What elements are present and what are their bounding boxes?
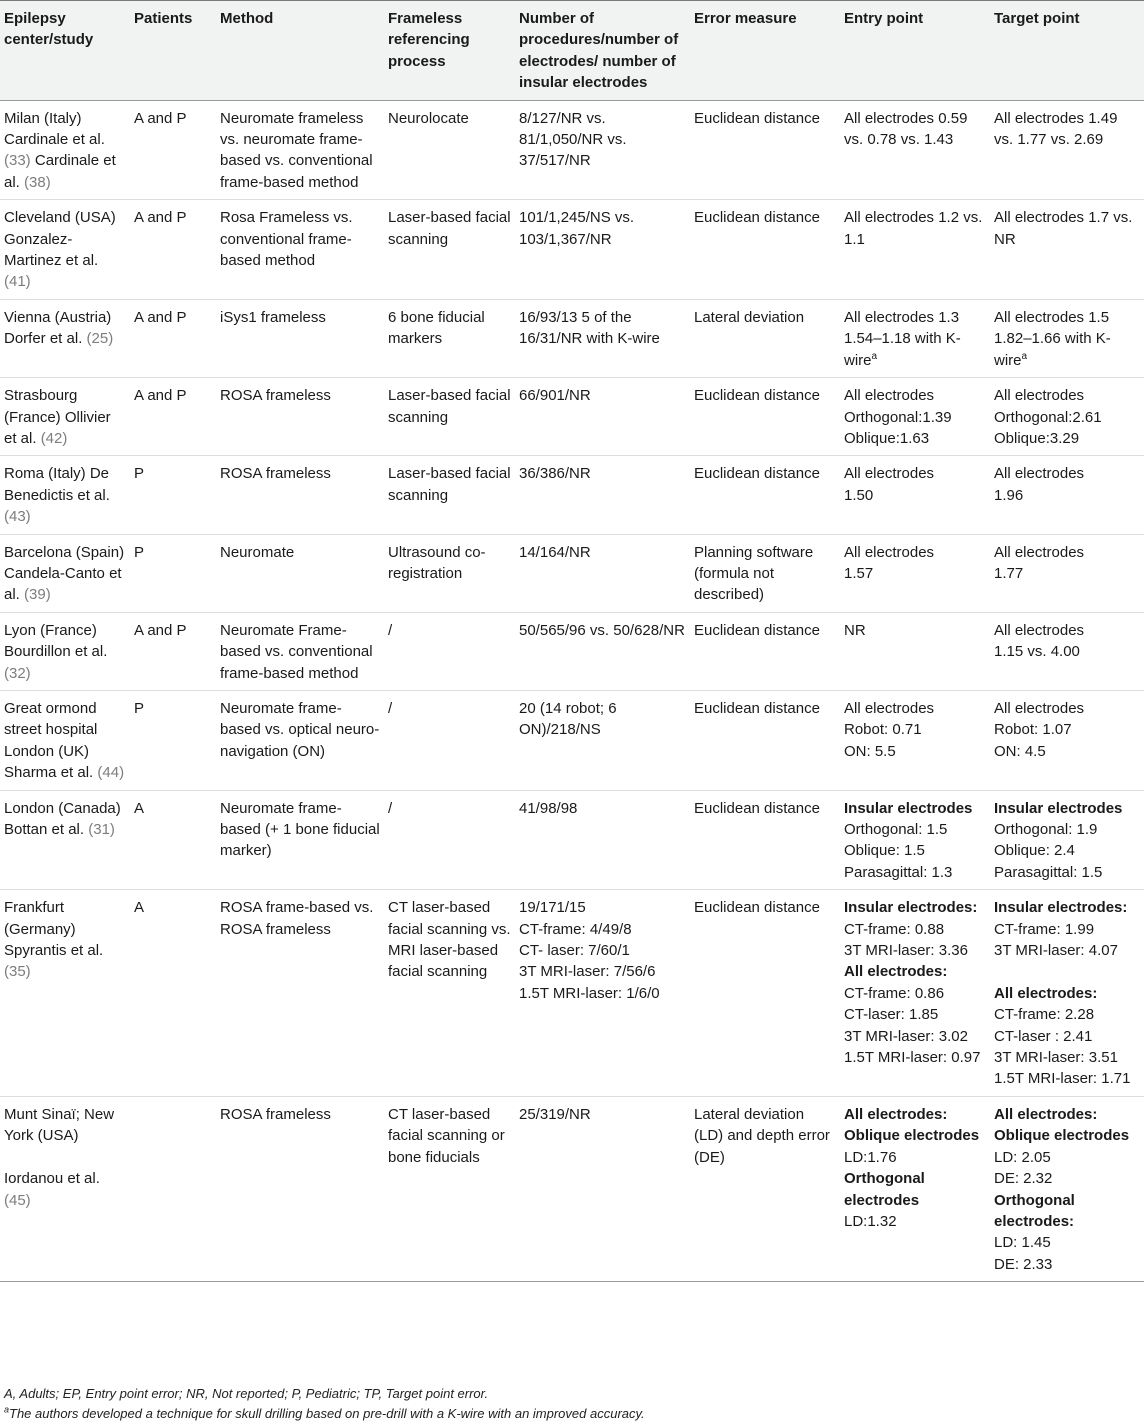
- cell-target-point-text: 1.15 vs. 4.00: [994, 643, 1080, 661]
- cell-procedures-line: 20 (14 robot; 6 ON)/218/NS: [519, 699, 617, 739]
- cell-error-measure: Euclidean distance: [694, 465, 820, 483]
- cell-target-point-text: 3T MRI-laser: 4.07: [994, 942, 1118, 960]
- cell-procedures-line: 50/565/96 vs. 50/628/NR: [519, 621, 685, 639]
- header-target-point: Target point: [994, 10, 1080, 27]
- cell-referencing: Laser-based facial scanning: [388, 465, 511, 504]
- cell-procedures-line: 14/164/NR: [519, 543, 591, 561]
- cell-target-point-text: Orthogonal:2.61: [994, 408, 1102, 426]
- cell-procedures: [515, 299, 690, 377]
- cell-entry-point-text: All electrodes: [844, 387, 935, 405]
- cell-procedures-line: 25/319/NR: [519, 1105, 591, 1123]
- cell-entry-point-text: LD:1.32: [844, 1212, 897, 1230]
- cell-error-measure: Lateral deviation: [694, 308, 805, 326]
- cell-patients: A and P: [134, 109, 187, 127]
- cell-procedures: [515, 690, 690, 790]
- footnote-mark: a: [871, 350, 878, 362]
- cell-target-point-heading: Insular electrodes:: [994, 899, 1128, 917]
- cell-entry-point-text: Oblique:1.63: [844, 429, 930, 447]
- cell-center-study: [0, 790, 130, 890]
- cell-center-study: [0, 1096, 130, 1281]
- cell-entry-point-text: All electrodes: [844, 543, 935, 561]
- cell-entry-point: [840, 690, 990, 790]
- cell-patients: P: [134, 543, 145, 561]
- cell-patients: A and P: [134, 308, 187, 326]
- cell-procedures: [515, 890, 690, 1097]
- cell-target-point-text: Oblique: 2.4: [994, 842, 1075, 860]
- cell-entry-point-text: 1.50: [844, 486, 874, 504]
- cell-target-point-text: All electrodes: [994, 387, 1085, 405]
- cell-entry-point-text: All electrodes: [844, 699, 935, 717]
- cell-entry-point-text: ON: 5.5: [844, 742, 896, 760]
- cell-procedures-line: CT- laser: 7/60/1: [519, 942, 630, 960]
- table-row: [0, 200, 1144, 300]
- cell-procedures: [515, 534, 690, 612]
- table-body: [0, 100, 1144, 1282]
- cell-center-study: [0, 200, 130, 300]
- cell-target-point-text: CT-frame: 2.28: [994, 1006, 1095, 1024]
- reference-link[interactable]: (42): [40, 429, 68, 447]
- cell-target-point: [990, 890, 1144, 1097]
- cell-error-measure: Euclidean distance: [694, 387, 820, 405]
- cell-error-measure: Euclidean distance: [694, 621, 820, 639]
- cell-center-study-text: Great ormond street hospital London (UK) Sharma et al.: [4, 699, 98, 782]
- cell-referencing: CT laser-based facial scanning or bone fiducials: [388, 1105, 505, 1166]
- cell-target-point-text: All electrodes 1.49 vs. 1.77 vs. 2.69: [994, 109, 1118, 149]
- cell-center-study: [0, 890, 130, 1097]
- cell-entry-point-text: All electrodes 1.3 1.54–1.18 with K-wire: [844, 308, 961, 369]
- cell-target-point-text: All electrodes: [994, 621, 1085, 639]
- cell-center-study: [0, 456, 130, 534]
- cell-entry-point-text: 3T MRI-laser: 3.02: [844, 1027, 968, 1045]
- cell-entry-point-text: All electrodes 1.2 vs. 1.1: [844, 209, 983, 248]
- cell-method: ROSA frameless: [220, 387, 331, 405]
- cell-center-study-text: Barcelona (Spain) Candela-Canto et al.: [4, 543, 125, 604]
- cell-error-measure: Lateral deviation (LD) and depth error (DE): [694, 1105, 830, 1166]
- cell-error-measure: Planning software (formula not described): [694, 543, 814, 604]
- cell-patients: A: [134, 799, 145, 817]
- cell-referencing: CT laser-based facial scanning vs. MRI laser-based facial scanning: [388, 899, 511, 981]
- cell-procedures: [515, 456, 690, 534]
- reference-link[interactable]: (39): [24, 586, 51, 604]
- footnote-a-text: The authors developed a technique for skull drilling based on pre-drill with a K-wire with an improved accuracy.: [9, 1406, 645, 1421]
- cell-referencing: /: [388, 699, 393, 717]
- cell-target-point: [990, 790, 1144, 890]
- cell-target-point: [990, 612, 1144, 690]
- cell-entry-point-text: 1.57: [844, 564, 874, 582]
- cell-error-measure: Euclidean distance: [694, 799, 820, 817]
- cell-method: ROSA frame-based vs. ROSA frameless: [220, 899, 374, 938]
- cell-target-point-text: 1.5T MRI-laser: 1.71: [994, 1070, 1131, 1088]
- cell-referencing: Neurolocate: [388, 109, 469, 127]
- reference-link[interactable]: (35): [4, 963, 31, 981]
- cell-method: Rosa Frameless vs. conventional frame-based method: [220, 209, 353, 270]
- cell-target-point-text: DE: 2.32: [994, 1170, 1053, 1188]
- cell-entry-point: [840, 890, 990, 1097]
- cell-patients: A: [134, 899, 145, 917]
- cell-procedures: [515, 612, 690, 690]
- table-row: [0, 890, 1144, 1097]
- reference-link[interactable]: (32): [4, 664, 31, 682]
- cell-procedures-line: 36/386/NR: [519, 465, 591, 483]
- cell-center-study-text: London (Canada) Bottan et al.: [4, 799, 121, 838]
- cell-method: Neuromate frame-based vs. optical neuro-navigation (ON): [220, 699, 380, 760]
- cell-target-point-text: Robot: 1.07: [994, 721, 1072, 739]
- cell-entry-point: [840, 790, 990, 890]
- cell-entry-point-text: CT-frame: 0.86: [844, 984, 945, 1002]
- cell-referencing: Laser-based facial scanning: [388, 387, 511, 426]
- cell-target-point-heading: Insular electrodes: [994, 799, 1123, 817]
- cell-center-study-text: Roma (Italy) De Benedictis et al.: [4, 465, 110, 504]
- cell-target-point-text: Parasagittal: 1.5: [994, 863, 1103, 881]
- cell-method: iSys1 frameless: [220, 308, 326, 326]
- cell-method: Neuromate: [220, 543, 295, 561]
- table-header-row: [0, 1, 1144, 101]
- footnote-a: [4, 1404, 1140, 1424]
- cell-referencing: Laser-based facial scanning: [388, 209, 511, 248]
- cell-entry-point-text: NR: [844, 621, 866, 639]
- cell-center-study-text: Iordanou et al.: [4, 1170, 100, 1188]
- cell-center-study-text: Strasbourg (France) Ollivier et al.: [4, 387, 111, 447]
- cell-patients: A and P: [134, 387, 187, 405]
- cell-entry-point-text: CT-laser: 1.85: [844, 1006, 939, 1024]
- cell-method: Neuromate frame-based (+ 1 bone fiducial marker): [220, 799, 380, 860]
- cell-procedures: [515, 790, 690, 890]
- cell-entry-point: [840, 299, 990, 377]
- cell-entry-point-text: Oblique: 1.5: [844, 842, 925, 860]
- reference-link[interactable]: (44): [97, 764, 125, 782]
- table-row: [0, 790, 1144, 890]
- cell-center-study: [0, 100, 130, 200]
- cell-target-point: [990, 1096, 1144, 1281]
- cell-procedures: [515, 378, 690, 456]
- cell-center-study: [0, 299, 130, 377]
- cell-error-measure: Euclidean distance: [694, 209, 820, 227]
- reference-link[interactable]: (45): [4, 1191, 31, 1209]
- header-patients: Patients: [134, 10, 193, 27]
- cell-entry-point-text: Parasagittal: 1.3: [844, 863, 953, 881]
- abbreviations-footnote: A, Adults; EP, Entry point error; NR, Not reported; P, Pediatric; TP, Target point error.: [4, 1386, 489, 1401]
- cell-target-point-text: 1.77: [994, 564, 1024, 582]
- cell-procedures-line: 66/901/NR: [519, 387, 591, 405]
- cell-center-study: [0, 612, 130, 690]
- cell-entry-point-heading: Insular electrodes:: [844, 899, 978, 917]
- cell-referencing: Ultrasound co-registration: [388, 543, 486, 582]
- cell-patients: [130, 1096, 216, 1281]
- cell-target-point-text: CT-laser : 2.41: [994, 1027, 1093, 1045]
- cell-target-point-text: All electrodes 1.7 vs. NR: [994, 209, 1133, 248]
- cell-target-point: [990, 456, 1144, 534]
- cell-method: ROSA frameless: [220, 1105, 331, 1123]
- cell-target-point-text: LD: 2.05: [994, 1148, 1051, 1166]
- cell-target-point-text: Orthogonal: 1.9: [994, 821, 1098, 838]
- cell-entry-point-text: Robot: 0.71: [844, 721, 922, 739]
- cell-procedures-line: CT-frame: 4/49/8: [519, 920, 632, 938]
- header-referencing: Frameless referencing process: [388, 10, 470, 70]
- cell-center-study-text: Cleveland (USA): [4, 209, 116, 227]
- cell-entry-point-heading: All electrodes:: [844, 963, 948, 981]
- table-footnotes: [4, 1384, 1140, 1424]
- cell-entry-point-text: 1.5T MRI-laser: 0.97: [844, 1049, 981, 1067]
- cell-target-point-text: All electrodes: [994, 543, 1085, 561]
- cell-entry-point: [840, 534, 990, 612]
- cell-target-point-text: DE: 2.33: [994, 1255, 1053, 1273]
- cell-target-point-heading: All electrodes: Oblique electrodes: [994, 1105, 1130, 1145]
- cell-entry-point-text: LD:1.76: [844, 1148, 897, 1166]
- table-row: [0, 456, 1144, 534]
- table-row: [0, 690, 1144, 790]
- cell-entry-point: [840, 1096, 990, 1281]
- cell-target-point-text: CT-frame: 1.99: [994, 920, 1095, 938]
- footnote-a-mark: a: [4, 1404, 10, 1415]
- cell-procedures-line: 1.5T MRI-laser: 1/6/0: [519, 984, 660, 1002]
- cell-center-study-text: Gonzalez-Martinez et al.: [4, 230, 99, 270]
- cell-target-point: [990, 100, 1144, 200]
- reference-link[interactable]: (31): [88, 821, 115, 838]
- cell-target-point-heading: All electrodes:: [994, 984, 1098, 1002]
- header-entry-point: Entry point: [844, 10, 924, 27]
- cell-center-study-text: Cardinale et al.: [4, 152, 116, 191]
- cell-entry-point-text: All electrodes: [844, 465, 935, 483]
- cell-patients: A and P: [134, 621, 187, 639]
- cell-method: Neuromate Frame-based vs. conventional frame-based method: [220, 621, 373, 682]
- cell-entry-point-text: Orthogonal: 1.5: [844, 821, 948, 838]
- table-row: [0, 299, 1144, 377]
- cell-target-point-text: LD: 1.45: [994, 1234, 1051, 1252]
- cell-center-study-text: Lyon (France) Bourdillon et al.: [4, 621, 108, 661]
- table-row: [0, 1096, 1144, 1281]
- cell-entry-point: [840, 378, 990, 456]
- footnote-mark: a: [1021, 350, 1028, 362]
- cell-target-point-text: Oblique:3.29: [994, 429, 1080, 447]
- cell-procedures: [515, 1096, 690, 1281]
- header-procedures: Number of procedures/number of electrodes/ number of insular electrodes: [519, 10, 679, 92]
- cell-referencing: /: [388, 799, 393, 817]
- header-center: Epilepsy center/study: [4, 10, 94, 49]
- cell-patients: A and P: [134, 209, 187, 227]
- table-row: [0, 534, 1144, 612]
- table-row: [0, 612, 1144, 690]
- cell-referencing: /: [388, 621, 393, 639]
- cell-procedures-line: 101/1,245/NS vs. 103/1,367/NR: [519, 209, 635, 248]
- cell-procedures-line: 19/171/15: [519, 899, 586, 917]
- cell-error-measure: Euclidean distance: [694, 109, 820, 127]
- cell-procedures-line: 3T MRI-laser: 7/56/6: [519, 963, 656, 981]
- cell-target-point-text: All electrodes: [994, 465, 1085, 483]
- cell-patients: P: [134, 465, 145, 483]
- cell-entry-point: [840, 200, 990, 300]
- reference-link[interactable]: (38): [24, 173, 51, 191]
- table-row: [0, 378, 1144, 456]
- cell-center-study-text: Frankfurt (Germany) Spyrantis et al.: [4, 899, 104, 960]
- cell-target-point-text: All electrodes: [994, 699, 1085, 717]
- cell-entry-point: [840, 456, 990, 534]
- cell-target-point-text: All electrodes 1.5 1.82–1.66 with K-wire: [994, 308, 1111, 369]
- cell-error-measure: Euclidean distance: [694, 699, 820, 717]
- cell-center-study: [0, 534, 130, 612]
- cell-entry-point-text: CT-frame: 0.88: [844, 920, 945, 938]
- cell-procedures-line: 41/98/98: [519, 799, 578, 817]
- cell-target-point: [990, 690, 1144, 790]
- cell-target-point: [990, 378, 1144, 456]
- cell-target-point: [990, 200, 1144, 300]
- cell-center-study: [0, 690, 130, 790]
- cell-center-study-text: Munt Sinaï; New York (USA): [4, 1105, 115, 1145]
- cell-entry-point-heading: Insular electrodes: [844, 799, 973, 817]
- reference-link[interactable]: (43): [4, 508, 31, 526]
- cell-entry-point: [840, 100, 990, 200]
- cell-target-point-text: 1.96: [994, 486, 1024, 504]
- reference-link[interactable]: (25): [86, 330, 114, 348]
- cell-target-point: [990, 299, 1144, 377]
- cell-entry-point-heading: Orthogonal electrodes: [844, 1170, 925, 1209]
- cell-error-measure: Euclidean distance: [694, 899, 820, 917]
- cell-referencing: 6 bone fiducial markers: [388, 308, 485, 348]
- cell-method: Neuromate frameless vs. neuromate frame-based vs. conventional frame-based method: [220, 109, 373, 191]
- cell-center-study-text: Milan (Italy) Cardinale et al.: [4, 109, 105, 149]
- cell-procedures-line: 8/127/NR vs. 81/1,050/NR vs. 37/517/NR: [519, 109, 627, 170]
- reference-link[interactable]: (41): [4, 273, 31, 291]
- header-error-measure: Error measure: [694, 10, 797, 27]
- cell-target-point-text: 3T MRI-laser: 3.51: [994, 1049, 1118, 1067]
- cell-entry-point-text: All electrodes 0.59 vs. 0.78 vs. 1.43: [844, 109, 968, 149]
- cell-entry-point-heading: All electrodes: Oblique electrodes: [844, 1105, 980, 1145]
- header-method: Method: [220, 10, 274, 27]
- cell-entry-point: [840, 612, 990, 690]
- cell-procedures: [515, 100, 690, 200]
- cell-center-study-text: Vienna (Austria) Dorfer et al.: [4, 308, 112, 348]
- cell-procedures: [515, 200, 690, 300]
- reference-link[interactable]: (33): [4, 152, 31, 170]
- cell-target-point: [990, 534, 1144, 612]
- cell-target-point-heading: Orthogonal electrodes:: [994, 1191, 1075, 1230]
- cell-entry-point-text: 3T MRI-laser: 3.36: [844, 942, 968, 960]
- table-row: [0, 100, 1144, 200]
- cell-center-study: [0, 378, 130, 456]
- cell-target-point-text: ON: 4.5: [994, 742, 1046, 760]
- cell-entry-point-text: Orthogonal:1.39: [844, 408, 952, 426]
- cell-method: ROSA frameless: [220, 465, 331, 483]
- cell-patients: P: [134, 699, 145, 717]
- cell-procedures-line: 16/93/13 5 of the 16/31/NR with K-wire: [519, 308, 660, 348]
